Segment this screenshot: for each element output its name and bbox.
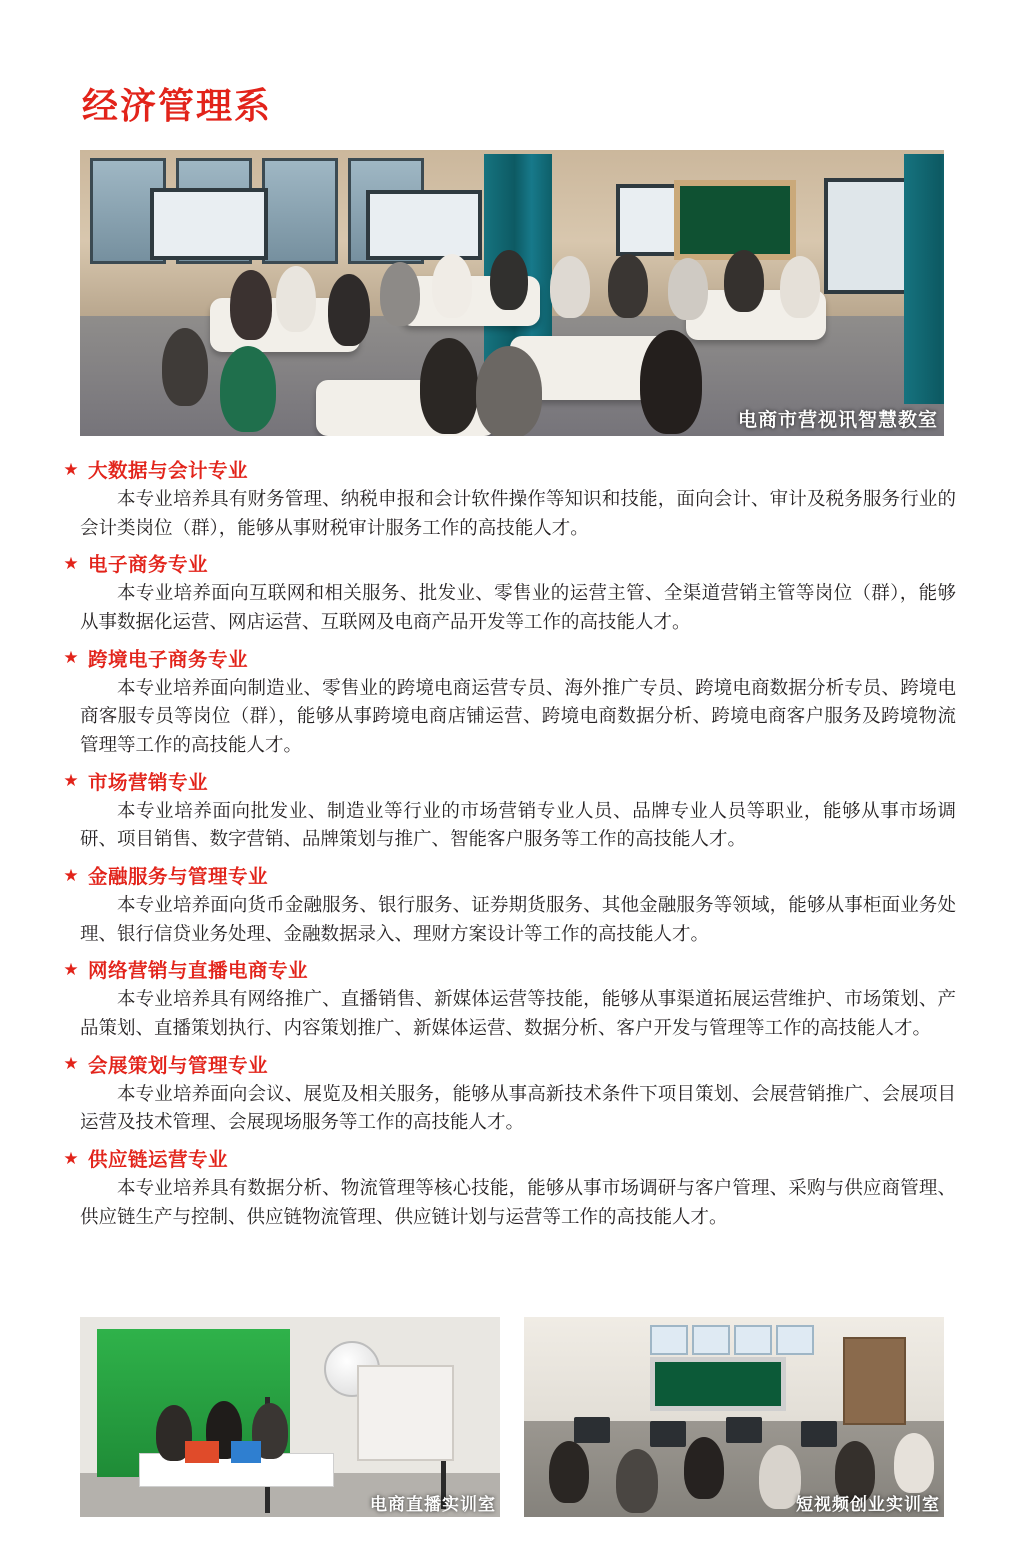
student-figure bbox=[549, 1441, 589, 1503]
monitor-icon bbox=[574, 1417, 610, 1443]
major-item bbox=[62, 767, 962, 854]
major-description: 本专业培养具有数据分析、物流管理等核心技能，能够从事市场调研与客户管理、采购与供应商管理、供应链生产与控制、供应链物流管理、供应链计划与运营等工作的高技能人才。 bbox=[80, 1177, 956, 1227]
product-box bbox=[185, 1441, 219, 1463]
major-item bbox=[62, 1050, 962, 1137]
student-figure bbox=[608, 254, 648, 318]
star-icon: ★ bbox=[63, 1148, 79, 1168]
bottom-photo-caption: 电商直播实训室 bbox=[370, 1495, 496, 1514]
student-figure bbox=[724, 250, 764, 312]
major-heading bbox=[62, 644, 962, 672]
major-description: 本专业培养面向制造业、零售业的跨境电商运营专员、海外推广专员、跨境电商数据分析专员、跨境电商客服专员等岗位（群），能够从事跨境电商店铺运营、跨境电商数据分析、跨境电商客户服务及跨境物流管理等工作的高技能人才。 bbox=[80, 676, 956, 756]
major-description: 本专业培养面向批发业、制造业等行业的市场营销专业人员、品牌专业人员等职业，能够从事市场调研、项目销售、数字营销、品牌策划与推广、智能客户服务等工作的高技能人才。 bbox=[80, 799, 956, 850]
student-figure bbox=[668, 258, 708, 320]
major-name: 供应链运营专业 bbox=[88, 1149, 229, 1172]
hero-photo-caption: 电商市营视讯智慧教室 bbox=[737, 410, 938, 431]
major-heading bbox=[62, 1144, 962, 1172]
student-figure bbox=[894, 1433, 934, 1493]
major-item bbox=[62, 455, 962, 542]
short-video-lab-photo bbox=[524, 1317, 944, 1517]
major-item bbox=[62, 549, 962, 636]
major-description: 本专业培养面向互联网和相关服务、批发业、零售业的运营主管、全渠道营销主管等岗位（群），能够从事数据化运营、网店运营、互联网及电商产品开发等工作的高技能人才。 bbox=[80, 582, 956, 633]
star-icon: ★ bbox=[63, 459, 79, 479]
major-description: 本专业培养面向货币金融服务、银行服务、证券期货服务、其他金融服务等领域，能够从事柜面业务处理、银行信贷业务处理、金融数据录入、理财方案设计等工作的高技能人才。 bbox=[80, 894, 956, 944]
major-item bbox=[62, 861, 962, 948]
major-name: 市场营销专业 bbox=[88, 771, 209, 794]
major-name: 会展策划与管理专业 bbox=[88, 1054, 269, 1077]
major-name: 网络营销与直播电商专业 bbox=[88, 960, 309, 983]
major-item bbox=[62, 955, 962, 1042]
major-description: 本专业培养面向会议、展览及相关服务，能够从事高新技术条件下项目策划、会展营销推广、会展项目运营及技术管理、会展现场服务等工作的高技能人才。 bbox=[80, 1082, 956, 1133]
student-figure bbox=[490, 250, 528, 310]
student-figure bbox=[420, 338, 478, 434]
page-title: 经济管理系 bbox=[82, 85, 273, 126]
majors-list bbox=[62, 448, 962, 1233]
student-figure bbox=[616, 1449, 658, 1513]
major-name: 金融服务与管理专业 bbox=[88, 866, 269, 889]
monitor-icon bbox=[650, 1421, 686, 1447]
student-figure bbox=[759, 1445, 801, 1509]
star-icon: ★ bbox=[63, 865, 79, 885]
bottom-photo-row bbox=[80, 1317, 944, 1517]
student-figure bbox=[476, 346, 542, 436]
window-icon bbox=[262, 158, 338, 264]
star-icon: ★ bbox=[63, 771, 79, 791]
wall-poster bbox=[734, 1325, 772, 1355]
student-figure bbox=[684, 1437, 724, 1499]
wall-poster bbox=[692, 1325, 730, 1355]
hero-photo bbox=[80, 150, 944, 436]
major-description: 本专业培养具有财务管理、纳税申报和会计软件操作等知识和技能，面向会计、审计及税务服务行业的会计类岗位（群），能够从事财税审计服务工作的高技能人才。 bbox=[80, 488, 956, 538]
student-figure bbox=[780, 256, 820, 318]
chalkboard bbox=[650, 1357, 786, 1411]
star-icon: ★ bbox=[63, 648, 79, 668]
major-name: 电子商务专业 bbox=[88, 554, 209, 577]
major-heading bbox=[62, 549, 962, 577]
star-icon: ★ bbox=[63, 959, 79, 979]
major-name: 跨境电子商务专业 bbox=[88, 648, 249, 671]
student-figure bbox=[162, 328, 208, 406]
monitor-icon bbox=[801, 1421, 837, 1447]
student-figure bbox=[220, 346, 276, 432]
star-icon: ★ bbox=[63, 553, 79, 573]
student-figure bbox=[550, 256, 590, 318]
wall-poster bbox=[776, 1325, 814, 1355]
display-screen bbox=[150, 188, 268, 260]
display-screen bbox=[366, 190, 482, 260]
major-description: 本专业培养具有网络推广、直播销售、新媒体运营等技能，能够从事渠道拓展运营维护、市场策划、产品策划、直播策划执行、内容策划推广、新媒体运营、数据分析、客户开发与管理等工作的高技能人才。 bbox=[80, 988, 956, 1039]
major-heading bbox=[62, 1050, 962, 1078]
major-heading bbox=[62, 861, 962, 889]
student-figure bbox=[276, 266, 316, 332]
major-heading bbox=[62, 955, 962, 983]
student-figure bbox=[640, 330, 702, 434]
product-box bbox=[231, 1441, 261, 1463]
major-heading bbox=[62, 767, 962, 795]
student-figure bbox=[230, 270, 272, 340]
livestream-studio-photo bbox=[80, 1317, 500, 1517]
major-item bbox=[62, 1144, 962, 1231]
wall-poster bbox=[650, 1325, 688, 1355]
star-icon: ★ bbox=[63, 1054, 79, 1074]
student-figure bbox=[380, 262, 420, 326]
monitor-icon bbox=[726, 1417, 762, 1443]
display-screen bbox=[824, 178, 916, 294]
bottom-photo-caption: 短视频创业实训室 bbox=[796, 1495, 940, 1514]
student-figure bbox=[328, 274, 370, 346]
chalkboard bbox=[674, 180, 796, 260]
student-figure bbox=[432, 254, 472, 318]
shelf-unit bbox=[357, 1365, 453, 1461]
major-heading bbox=[62, 455, 962, 483]
major-name: 大数据与会计专业 bbox=[88, 460, 249, 482]
major-item bbox=[62, 644, 962, 760]
curtain bbox=[904, 154, 944, 404]
door bbox=[843, 1337, 906, 1425]
